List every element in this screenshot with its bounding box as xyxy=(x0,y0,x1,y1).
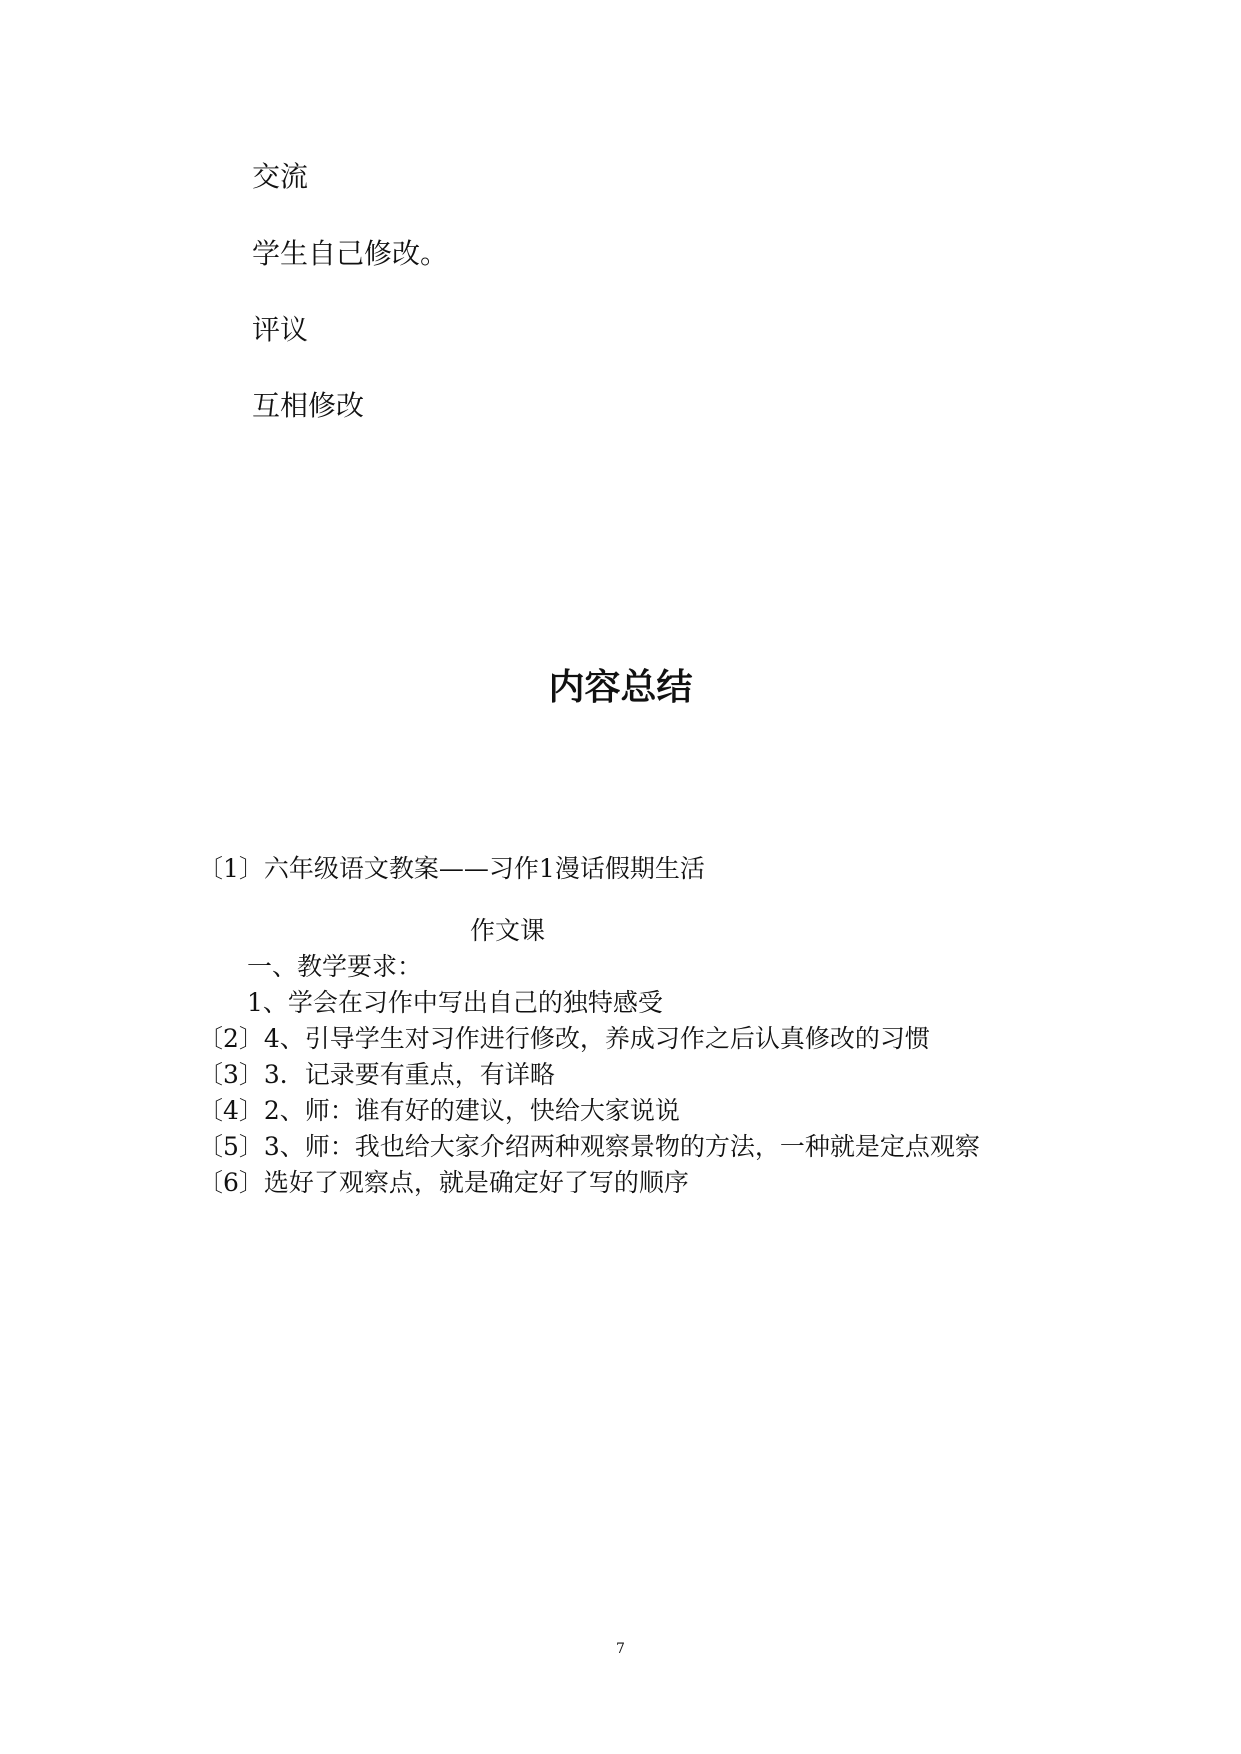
summary-subtitle: 作文课 xyxy=(470,916,546,945)
section-title: 内容总结 xyxy=(548,667,693,708)
summary-item-3: 〔3〕3．记录要有重点，有详略 xyxy=(198,1060,555,1089)
summary-item-1: 〔1〕六年级语文教案——习作1漫话假期生活 xyxy=(198,854,705,883)
text-line-discuss: 评议 xyxy=(252,313,309,346)
summary-item-5: 〔5〕3、师：我也给大家介绍两种观察景物的方法，一种就是定点观察 xyxy=(198,1132,980,1161)
page-number: 7 xyxy=(616,1641,625,1657)
summary-item-2: 〔2〕4、引导学生对习作进行修改，养成习作之后认真修改的习惯 xyxy=(198,1024,930,1053)
summary-heading: 一、教学要求： xyxy=(247,952,423,981)
text-line-self-revise: 学生自己修改。 xyxy=(252,237,449,270)
summary-point-1: 1、学会在习作中写出自己的独特感受 xyxy=(247,988,663,1017)
summary-item-4: 〔4〕2、师：谁有好的建议，快给大家说说 xyxy=(198,1096,680,1125)
summary-item-6: 〔6〕选好了观察点，就是确定好了写的顺序 xyxy=(198,1168,689,1197)
text-line-mutual-revise: 互相修改 xyxy=(252,389,365,422)
text-line-exchange: 交流 xyxy=(252,160,309,193)
